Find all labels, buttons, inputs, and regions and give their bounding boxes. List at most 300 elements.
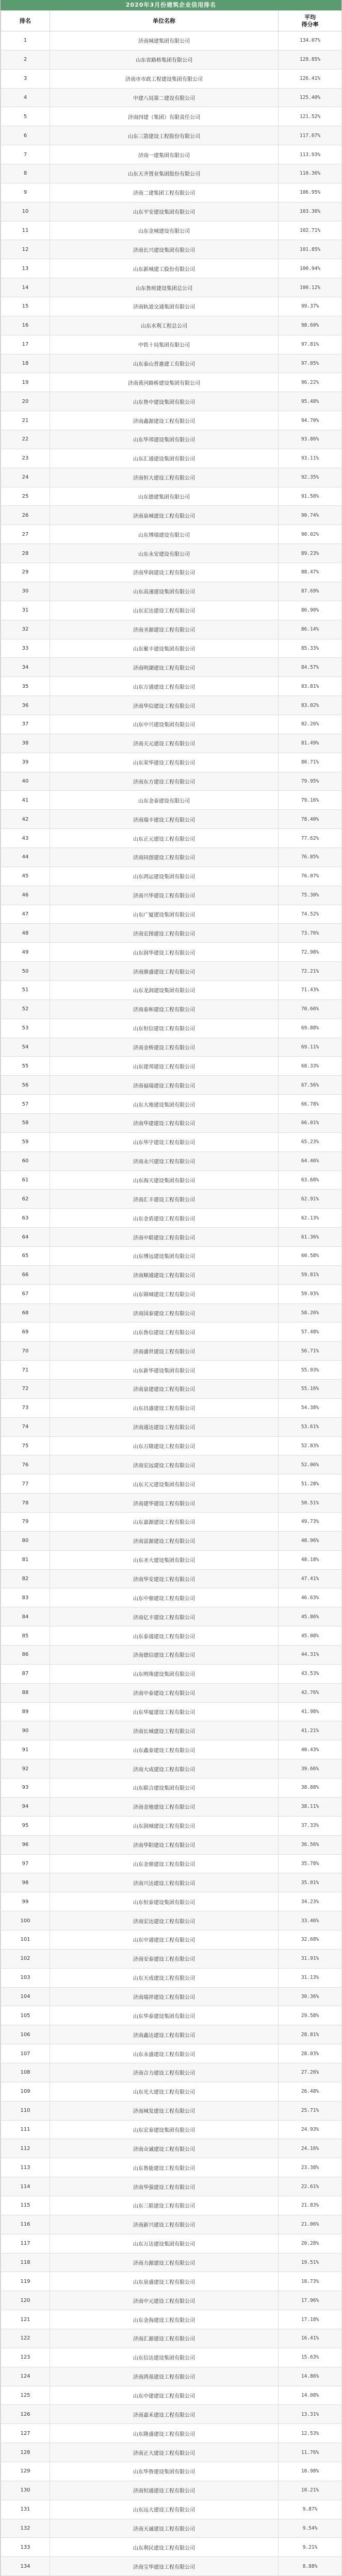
table-row xyxy=(1,2405,342,2424)
table-row xyxy=(1,31,342,50)
value-cell: 34.23% xyxy=(279,1892,342,1911)
rank-cell: 106 xyxy=(1,2025,50,2044)
table-row xyxy=(1,525,342,544)
table-row xyxy=(1,468,342,487)
value-cell: 25.71% xyxy=(279,2101,342,2120)
company-name-cell: 山东泰山普惠建工有限公司 xyxy=(50,354,279,373)
company-name-cell: 山东永盛建设工程有限公司 xyxy=(50,2044,279,2063)
rank-cell: 5 xyxy=(1,107,50,126)
table-row xyxy=(1,2557,342,2576)
table-row xyxy=(1,1303,342,1323)
company-name-cell: 山东金盾建设工程有限公司 xyxy=(50,1209,279,1228)
rank-cell: 57 xyxy=(1,1095,50,1114)
value-cell: 24.93% xyxy=(279,2120,342,2139)
company-name-cell: 济南兴达建设工程有限公司 xyxy=(50,1873,279,1892)
rank-cell: 80 xyxy=(1,1531,50,1550)
value-cell: 95.48% xyxy=(279,392,342,411)
table-row xyxy=(1,1475,342,1494)
table-row xyxy=(1,1797,342,1816)
rank-cell: 27 xyxy=(1,525,50,544)
value-cell: 62.13% xyxy=(279,1209,342,1228)
rank-cell: 115 xyxy=(1,2196,50,2215)
value-cell: 41.21% xyxy=(279,1721,342,1740)
rank-cell: 75 xyxy=(1,1436,50,1455)
company-name-cell: 山东鲁班建设集团总公司 xyxy=(50,278,279,297)
table-row xyxy=(1,1284,342,1303)
table-row xyxy=(1,696,342,715)
company-name-cell: 济南建华建设工程有限公司 xyxy=(50,1494,279,1513)
company-name-cell: 济南汇丰建设工程有限公司 xyxy=(50,1190,279,1209)
table-row xyxy=(1,2424,342,2443)
table-row xyxy=(1,1550,342,1569)
company-name-cell: 济南恒通建设工程有限公司 xyxy=(50,2481,279,2500)
table-body xyxy=(1,31,342,2576)
table-row xyxy=(1,2519,342,2538)
table-row xyxy=(1,620,342,639)
table-row xyxy=(1,1209,342,1228)
value-cell: 10.98% xyxy=(279,2462,342,2481)
rank-cell: 77 xyxy=(1,1475,50,1494)
rank-cell: 19 xyxy=(1,373,50,392)
company-name-cell: 山东三联建设工程有限公司 xyxy=(50,2196,279,2215)
rank-cell: 62 xyxy=(1,1190,50,1209)
company-name-cell: 济南市市政工程建设集团有限公司 xyxy=(50,69,279,88)
table-row xyxy=(1,430,342,449)
rank-cell: 18 xyxy=(1,354,50,373)
value-cell: 90.02% xyxy=(279,525,342,544)
company-name-cell: 山东泉盛建设工程有限公司 xyxy=(50,2272,279,2291)
value-cell: 96.22% xyxy=(279,373,342,392)
table-row xyxy=(1,791,342,810)
table-row xyxy=(1,1531,342,1550)
rank-cell: 70 xyxy=(1,1342,50,1361)
company-name-cell: 济南嘉禾建设工程有限公司 xyxy=(50,2405,279,2424)
table-row xyxy=(1,2443,342,2462)
table-row xyxy=(1,2006,342,2025)
value-cell: 48.96% xyxy=(279,1531,342,1550)
value-cell: 46.63% xyxy=(279,1588,342,1607)
company-name-cell: 山东恒信建设工程有限公司 xyxy=(50,1019,279,1038)
company-name-cell: 山东新华建设集团有限公司 xyxy=(50,1361,279,1380)
rank-cell: 90 xyxy=(1,1721,50,1740)
table-row xyxy=(1,1892,342,1911)
rank-cell: 15 xyxy=(1,297,50,316)
rank-cell: 129 xyxy=(1,2462,50,2481)
table-row xyxy=(1,107,342,126)
value-cell: 89.23% xyxy=(279,544,342,563)
rank-cell: 55 xyxy=(1,1057,50,1076)
table-row xyxy=(1,2234,342,2253)
rank-cell: 116 xyxy=(1,2215,50,2234)
company-name-cell: 山东华鲁建设集团有限公司 xyxy=(50,2462,279,2481)
value-cell: 11.76% xyxy=(279,2443,342,2462)
rank-cell: 71 xyxy=(1,1361,50,1380)
company-name-cell: 山东润华建设工程有限公司 xyxy=(50,943,279,962)
company-name-cell: 山东高速建设集团有限公司 xyxy=(50,582,279,601)
ranking-table xyxy=(1,10,342,2576)
rank-cell: 79 xyxy=(1,1513,50,1532)
value-cell: 14.08% xyxy=(279,2386,342,2405)
rank-cell: 12 xyxy=(1,240,50,259)
value-cell: 102.71% xyxy=(279,221,342,240)
table-row xyxy=(1,1132,342,1151)
rank-cell: 25 xyxy=(1,487,50,506)
rank-cell: 101 xyxy=(1,1930,50,1949)
rank-cell: 117 xyxy=(1,2234,50,2253)
value-cell: 31.91% xyxy=(279,1949,342,1968)
rank-cell: 76 xyxy=(1,1455,50,1475)
company-name-cell: 济南宏达建设工程有限公司 xyxy=(50,1911,279,1930)
value-cell: 73.76% xyxy=(279,924,342,943)
value-cell: 82.26% xyxy=(279,715,342,734)
value-cell: 55.93% xyxy=(279,1361,342,1380)
table-row xyxy=(1,1968,342,1987)
value-cell: 86.90% xyxy=(279,601,342,620)
table-row xyxy=(1,2348,342,2367)
rank-cell: 131 xyxy=(1,2500,50,2519)
rank-cell: 95 xyxy=(1,1816,50,1835)
company-name-cell: 山东圣大建设集团有限公司 xyxy=(50,1550,279,1569)
table-row xyxy=(1,1626,342,1646)
company-name-cell: 山东联合建设集团有限公司 xyxy=(50,1778,279,1798)
value-cell: 44.31% xyxy=(279,1646,342,1665)
value-cell: 93.11% xyxy=(279,449,342,468)
value-cell: 117.07% xyxy=(279,126,342,145)
table-row xyxy=(1,962,342,981)
table-row xyxy=(1,335,342,354)
table-row xyxy=(1,772,342,791)
rank-cell: 120 xyxy=(1,2291,50,2310)
company-name-cell: 山东万通建设工程有限公司 xyxy=(50,677,279,696)
company-name-cell: 济南城建集团有限公司 xyxy=(50,31,279,50)
value-cell: 42.76% xyxy=(279,1683,342,1702)
rank-cell: 103 xyxy=(1,1968,50,1987)
value-cell: 38.11% xyxy=(279,1797,342,1816)
company-name-cell: 山东永安建设有限公司 xyxy=(50,544,279,563)
rank-cell: 32 xyxy=(1,620,50,639)
value-cell: 75.30% xyxy=(279,886,342,905)
value-cell: 23.38% xyxy=(279,2158,342,2177)
company-name-cell: 山东鸿运建设集团有限公司 xyxy=(50,867,279,886)
table-row xyxy=(1,980,342,999)
rank-cell: 42 xyxy=(1,810,50,829)
rank-cell: 125 xyxy=(1,2386,50,2405)
rank-cell: 108 xyxy=(1,2063,50,2082)
value-cell: 67.56% xyxy=(279,1076,342,1095)
rank-cell: 60 xyxy=(1,1151,50,1171)
value-cell: 74.52% xyxy=(279,905,342,924)
company-name-cell: 山东新城建工股份有限公司 xyxy=(50,259,279,278)
table-row xyxy=(1,1398,342,1417)
table-row xyxy=(1,601,342,620)
rank-cell: 23 xyxy=(1,449,50,468)
value-cell: 9.21% xyxy=(279,2538,342,2557)
rank-cell: 92 xyxy=(1,1759,50,1778)
table-row xyxy=(1,677,342,696)
rank-cell: 48 xyxy=(1,924,50,943)
company-name-cell: 中铁十局集团有限公司 xyxy=(50,335,279,354)
rank-cell: 99 xyxy=(1,1892,50,1911)
rank-cell: 133 xyxy=(1,2538,50,2557)
rank-cell: 96 xyxy=(1,1835,50,1854)
value-cell: 113.93% xyxy=(279,145,342,164)
rank-cell: 93 xyxy=(1,1778,50,1798)
table-row xyxy=(1,658,342,677)
table-row xyxy=(1,1607,342,1626)
table-row xyxy=(1,2500,342,2519)
rank-cell: 47 xyxy=(1,905,50,924)
rank-cell: 98 xyxy=(1,1873,50,1892)
rank-cell: 41 xyxy=(1,791,50,810)
value-cell: 13.31% xyxy=(279,2405,342,2424)
table-row xyxy=(1,1702,342,1721)
table-row xyxy=(1,999,342,1019)
company-name-cell: 济南华润建设工程有限公司 xyxy=(50,563,279,582)
value-cell: 30.36% xyxy=(279,1987,342,2006)
value-cell: 56.71% xyxy=(279,1342,342,1361)
table-row xyxy=(1,145,342,164)
company-name-cell: 济南圣源建设工程有限公司 xyxy=(50,620,279,639)
rank-cell: 44 xyxy=(1,848,50,867)
table-row xyxy=(1,50,342,69)
rank-cell: 110 xyxy=(1,2101,50,2120)
rank-cell: 112 xyxy=(1,2139,50,2158)
rank-cell: 30 xyxy=(1,582,50,601)
rank-cell: 17 xyxy=(1,335,50,354)
table-row xyxy=(1,1380,342,1399)
value-cell: 68.33% xyxy=(279,1057,342,1076)
value-cell: 72.98% xyxy=(279,943,342,962)
value-cell: 71.43% xyxy=(279,980,342,999)
rank-cell: 111 xyxy=(1,2120,50,2139)
table-row xyxy=(1,1417,342,1436)
table-row xyxy=(1,2291,342,2310)
rank-cell: 61 xyxy=(1,1171,50,1190)
value-cell: 21.06% xyxy=(279,2215,342,2234)
table-row xyxy=(1,1911,342,1930)
table-row xyxy=(1,2196,342,2215)
value-cell: 9.54% xyxy=(279,2519,342,2538)
value-cell: 76.85% xyxy=(279,848,342,867)
table-row xyxy=(1,2367,342,2386)
table-row xyxy=(1,506,342,525)
value-cell: 69.11% xyxy=(279,1038,342,1057)
table-row xyxy=(1,1513,342,1532)
rank-cell: 66 xyxy=(1,1265,50,1284)
company-name-cell: 山东鑫泰建设工程有限公司 xyxy=(50,1740,279,1759)
value-cell: 70.66% xyxy=(279,999,342,1019)
value-cell: 32.68% xyxy=(279,1930,342,1949)
company-name-cell: 山东万达建设集团有限公司 xyxy=(50,2234,279,2253)
company-name-cell: 山东三箭建设工程股份有限公司 xyxy=(50,126,279,145)
value-cell: 121.52% xyxy=(279,107,342,126)
rank-cell: 20 xyxy=(1,392,50,411)
company-name-cell: 济南天元建设工程有限公司 xyxy=(50,734,279,753)
rank-cell: 128 xyxy=(1,2443,50,2462)
value-cell: 64.46% xyxy=(279,1151,342,1171)
rank-cell: 49 xyxy=(1,943,50,962)
header-value-line2: 得分率 xyxy=(301,21,319,28)
rank-cell: 28 xyxy=(1,544,50,563)
company-name-cell: 山东天成建设工程有限公司 xyxy=(50,1968,279,1987)
value-cell: 52.06% xyxy=(279,1455,342,1475)
value-cell: 27.26% xyxy=(279,2063,342,2082)
rank-cell: 123 xyxy=(1,2348,50,2367)
company-name-cell: 济南四建（集团）有限责任公司 xyxy=(50,107,279,126)
rank-cell: 121 xyxy=(1,2310,50,2329)
company-name-cell: 山东建邦建设工程有限公司 xyxy=(50,1057,279,1076)
rank-cell: 126 xyxy=(1,2405,50,2424)
company-name-cell: 山东德建集团有限公司 xyxy=(50,487,279,506)
table-row xyxy=(1,221,342,240)
table-row xyxy=(1,1816,342,1835)
rank-cell: 7 xyxy=(1,145,50,164)
value-cell: 63.68% xyxy=(279,1171,342,1190)
value-cell: 36.56% xyxy=(279,1835,342,1854)
rank-cell: 89 xyxy=(1,1702,50,1721)
value-cell: 98.60% xyxy=(279,316,342,335)
company-name-cell: 山东宏达建设工程有限公司 xyxy=(50,601,279,620)
table-row xyxy=(1,1151,342,1171)
table-row xyxy=(1,2538,342,2557)
rank-cell: 4 xyxy=(1,88,50,107)
company-name-cell: 济南瑞祥建设工程有限公司 xyxy=(50,1987,279,2006)
table-row xyxy=(1,183,342,202)
value-cell: 12.53% xyxy=(279,2424,342,2443)
rank-cell: 9 xyxy=(1,183,50,202)
table-row xyxy=(1,1113,342,1132)
table-row xyxy=(1,487,342,506)
value-cell: 48.18% xyxy=(279,1550,342,1569)
table-row xyxy=(1,2272,342,2291)
company-name-cell: 山东明珠建设集团有限公司 xyxy=(50,1664,279,1683)
rank-cell: 38 xyxy=(1,734,50,753)
company-name-cell: 山东华厦建设工程有限公司 xyxy=(50,1702,279,1721)
company-name-cell: 济南天诚建设工程有限公司 xyxy=(50,2519,279,2538)
value-cell: 110.36% xyxy=(279,164,342,183)
value-cell: 81.49% xyxy=(279,734,342,753)
value-cell: 50.51% xyxy=(279,1494,342,1513)
rank-cell: 113 xyxy=(1,2158,50,2177)
rank-cell: 130 xyxy=(1,2481,50,2500)
rank-cell: 43 xyxy=(1,829,50,848)
value-cell: 93.86% xyxy=(279,430,342,449)
company-name-cell: 济南中联建设工程有限公司 xyxy=(50,1228,279,1247)
table-row xyxy=(1,1455,342,1475)
company-name-cell: 济南华安建设工程有限公司 xyxy=(50,1569,279,1588)
rank-cell: 24 xyxy=(1,468,50,487)
table-row xyxy=(1,69,342,88)
rank-cell: 6 xyxy=(1,126,50,145)
value-cell: 86.14% xyxy=(279,620,342,639)
company-name-cell: 济南德信建设工程有限公司 xyxy=(50,1646,279,1665)
company-name-cell: 山东昌盛建设工程有限公司 xyxy=(50,1398,279,1417)
company-name-cell: 山东光大建设工程有限公司 xyxy=(50,2082,279,2101)
value-cell: 53.61% xyxy=(279,1417,342,1436)
company-name-cell: 济南永兴建设工程有限公司 xyxy=(50,1151,279,1171)
table-row xyxy=(1,1778,342,1798)
table-row xyxy=(1,1019,342,1038)
table-row xyxy=(1,1342,342,1361)
rank-cell: 14 xyxy=(1,278,50,297)
company-name-cell: 济南长城建设工程有限公司 xyxy=(50,1721,279,1740)
table-row xyxy=(1,1987,342,2006)
rank-cell: 109 xyxy=(1,2082,50,2101)
table-row xyxy=(1,449,342,468)
value-cell: 8.88% xyxy=(279,2557,342,2576)
value-cell: 90.74% xyxy=(279,506,342,525)
table-row xyxy=(1,278,342,297)
rank-cell: 34 xyxy=(1,658,50,677)
company-name-cell: 济南鼎盛建设工程有限公司 xyxy=(50,962,279,981)
company-name-cell: 山东鲁信建设工程有限公司 xyxy=(50,1323,279,1342)
rank-cell: 67 xyxy=(1,1284,50,1303)
value-cell: 88.47% xyxy=(279,563,342,582)
company-name-cell: 山东鲁能建设工程有限公司 xyxy=(50,2158,279,2177)
value-cell: 28.03% xyxy=(279,2044,342,2063)
value-cell: 59.03% xyxy=(279,1284,342,1303)
table-row xyxy=(1,563,342,582)
value-cell: 24.16% xyxy=(279,2139,342,2158)
company-name-cell: 济南力源建设工程有限公司 xyxy=(50,2253,279,2272)
company-name-cell: 山东金海建设工程有限公司 xyxy=(50,2310,279,2329)
header-rank: 排名 xyxy=(1,11,50,31)
value-cell: 58.26% xyxy=(279,1303,342,1323)
table-row xyxy=(1,1038,342,1057)
table-row xyxy=(1,924,342,943)
table-row xyxy=(1,2462,342,2481)
value-cell: 129.85% xyxy=(279,50,342,69)
table-row xyxy=(1,639,342,658)
table-row xyxy=(1,1683,342,1702)
value-cell: 49.73% xyxy=(279,1513,342,1532)
value-cell: 72.21% xyxy=(279,962,342,981)
rank-cell: 134 xyxy=(1,2557,50,2576)
company-name-cell: 山东锦城建设工程有限公司 xyxy=(50,1284,279,1303)
table-row xyxy=(1,1323,342,1342)
value-cell: 16.41% xyxy=(279,2329,342,2348)
value-cell: 79.16% xyxy=(279,791,342,810)
company-name-cell: 济南鑫达建设工程有限公司 xyxy=(50,2025,279,2044)
value-cell: 19.51% xyxy=(279,2253,342,2272)
table-row xyxy=(1,1835,342,1854)
value-cell: 106.95% xyxy=(279,183,342,202)
rank-cell: 68 xyxy=(1,1303,50,1323)
rank-cell: 51 xyxy=(1,980,50,999)
company-name-cell: 山东鲁中建设集团有限公司 xyxy=(50,392,279,411)
value-cell: 101.85% xyxy=(279,240,342,259)
value-cell: 41.98% xyxy=(279,1702,342,1721)
table-row xyxy=(1,1076,342,1095)
value-cell: 31.13% xyxy=(279,1968,342,1987)
value-cell: 134.07% xyxy=(279,31,342,50)
table-row xyxy=(1,2044,342,2063)
company-name-cell: 济南顺通建设工程有限公司 xyxy=(50,1265,279,1284)
company-name-cell: 山东博瑞建设有限公司 xyxy=(50,525,279,544)
company-name-cell: 山东海天建设集团有限公司 xyxy=(50,1171,279,1190)
table-row xyxy=(1,829,342,848)
rank-cell: 124 xyxy=(1,2367,50,2386)
company-name-cell: 山东华宇建设工程有限公司 xyxy=(50,1132,279,1151)
company-name-cell: 山东大地建设集团有限公司 xyxy=(50,1095,279,1114)
table-row xyxy=(1,753,342,772)
rank-cell: 3 xyxy=(1,69,50,88)
table-row xyxy=(1,1494,342,1513)
table-row xyxy=(1,354,342,373)
company-name-cell: 山东宏泰建设集团有限公司 xyxy=(50,2120,279,2139)
rank-cell: 37 xyxy=(1,715,50,734)
value-cell: 100.94% xyxy=(279,259,342,278)
